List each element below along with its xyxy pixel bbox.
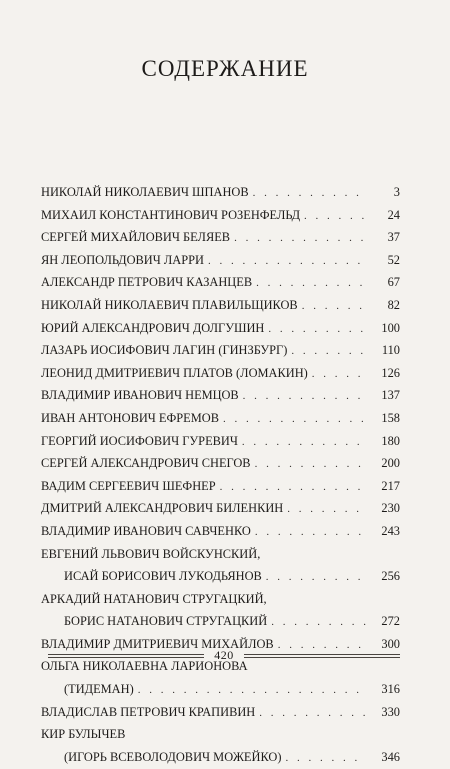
dot-leader [304, 205, 366, 228]
toc-entry-page: 230 [381, 501, 400, 516]
dot-leader [234, 227, 366, 250]
dot-leader [287, 498, 366, 521]
toc-entry [41, 497, 400, 520]
toc-entry-name: ЯН ЛЕОПОЛЬДОВИЧ ЛАРРИ [41, 252, 204, 267]
toc-entry [41, 565, 400, 588]
toc-entry [41, 181, 400, 204]
toc-entry-first-line: КИР БУЛЫЧЕВ [41, 727, 126, 742]
toc-entry-name: СЕРГЕЙ МИХАЙЛОВИЧ БЕЛЯЕВ [41, 230, 231, 245]
toc-entry-page: 200 [381, 456, 400, 471]
toc-entry-name: ЛАЗАРЬ ИОСИФОВИЧ ЛАГИН (ГИНЗБУРГ) [41, 343, 288, 358]
toc-entry-name: ГЕОРГИЙ ИОСИФОВИЧ ГУРЕВИЧ [41, 433, 238, 448]
toc-entry [41, 226, 400, 249]
toc-entry-name: ИВАН АНТОНОВИЧ ЕФРЕМОВ [41, 410, 219, 425]
toc-entry-page: 272 [381, 614, 400, 629]
toc-entry-first-line: АРКАДИЙ НАТАНОВИЧ СТРУГАЦКИЙ, [41, 591, 267, 606]
toc-entry-name: ЛЕОНИД ДМИТРИЕВИЧ ПЛАТОВ (ЛОМАКИН) [41, 365, 308, 380]
toc-entry [41, 430, 400, 453]
toc-entry [41, 746, 400, 769]
toc-entry-page: 330 [381, 704, 400, 719]
toc-entry-page: 346 [381, 749, 400, 764]
toc-entry [41, 610, 400, 633]
toc-entry-page: 243 [381, 523, 400, 538]
page-number: 420 [214, 648, 234, 662]
page-footer [48, 648, 400, 663]
toc-entry-page: 137 [381, 388, 400, 403]
dot-leader [138, 679, 366, 702]
table-of-contents [41, 181, 400, 768]
toc-entry-page: 24 [387, 207, 400, 222]
toc-entry [41, 407, 400, 430]
toc-entry-first-line: ЕВГЕНИЙ ЛЬВОВИЧ ВОЙСКУНСКИЙ, [41, 546, 261, 561]
toc-entry-page: 82 [387, 297, 400, 312]
toc-entry-name: (ИГОРЬ ВСЕВОЛОДОВИЧ МОЖЕЙКО) [64, 749, 282, 764]
dot-leader [255, 521, 366, 544]
toc-entry-name: НИКОЛАЙ НИКОЛАЕВИЧ ПЛАВИЛЬЩИКОВ [41, 297, 298, 312]
toc-entry-page: 217 [381, 478, 400, 493]
toc-entry-page: 180 [381, 433, 400, 448]
dot-leader [220, 476, 366, 499]
toc-entry-page: 256 [381, 569, 400, 584]
toc-entry-page: 316 [381, 682, 400, 697]
toc-entry-first-line: ОЛЬГА НИКОЛАЕВНА ЛАРИОНОВА [41, 659, 248, 674]
dot-leader [242, 431, 366, 454]
toc-entry [41, 362, 400, 385]
toc-entry-page: 126 [381, 365, 400, 380]
toc-entry-name: БОРИС НАТАНОВИЧ СТРУГАЦКИЙ [64, 614, 268, 629]
toc-entry-page: 300 [381, 636, 400, 651]
footer-rule-right [244, 653, 400, 659]
toc-entry [41, 271, 400, 294]
toc-entry-name: СЕРГЕЙ АЛЕКСАНДРОВИЧ СНЕГОВ [41, 456, 251, 471]
toc-entry [41, 384, 400, 407]
toc-entry-page: 110 [381, 343, 400, 358]
toc-entry-page: 37 [387, 230, 400, 245]
toc-entry [41, 452, 400, 475]
toc-entry [41, 475, 400, 498]
page-title: СОДЕРЖАНИЕ [141, 56, 309, 81]
dot-leader [259, 702, 366, 725]
toc-entry-page: 3 [393, 185, 400, 199]
dot-leader [291, 340, 366, 363]
toc-entry-page: 52 [387, 252, 400, 267]
toc-entry-name: ВАДИМ СЕРГЕЕВИЧ ШЕФНЕР [41, 478, 216, 493]
dot-leader [266, 566, 366, 589]
toc-entry-name: МИХАИЛ КОНСТАНТИНОВИЧ РОЗЕНФЕЛЬД [41, 207, 301, 222]
toc-entry-name: ВЛАДИМИР ИВАНОВИЧ НЕМЦОВ [41, 388, 239, 403]
dot-leader [255, 453, 366, 476]
dot-leader [253, 182, 366, 205]
dot-leader [256, 272, 366, 295]
dot-leader [271, 611, 366, 634]
toc-entry [41, 678, 400, 701]
toc-entry-name: ВЛАДИМИР ИВАНОВИЧ САВЧЕНКО [41, 523, 251, 538]
toc-entry [41, 339, 400, 362]
toc-entry-name: НИКОЛАЙ НИКОЛАЕВИЧ ШПАНОВ [41, 185, 249, 199]
toc-entry [41, 317, 400, 340]
toc-entry-name: ДМИТРИЙ АЛЕКСАНДРОВИЧ БИЛЕНКИН [41, 501, 284, 516]
dot-leader [302, 295, 366, 318]
toc-entry [41, 520, 400, 543]
toc-entry-page: 100 [381, 320, 400, 335]
dot-leader [223, 408, 366, 431]
toc-entry [41, 701, 400, 724]
toc-entry-name: (ТИДЕМАН) [64, 682, 134, 697]
toc-entry-name: ИСАЙ БОРИСОВИЧ ЛУКОДЬЯНОВ [64, 569, 262, 584]
footer-rule-left [48, 653, 204, 659]
toc-entry [41, 204, 400, 227]
toc-entry-name: АЛЕКСАНДР ПЕТРОВИЧ КАЗАНЦЕВ [41, 275, 253, 290]
dot-leader [312, 363, 366, 386]
toc-entry [41, 294, 400, 317]
dot-leader [268, 318, 366, 341]
toc-entry-page: 158 [381, 410, 400, 425]
toc-entry-name: ВЛАДИМИР ДМИТРИЕВИЧ МИХАЙЛОВ [41, 636, 274, 651]
toc-entry-name: ЮРИЙ АЛЕКСАНДРОВИЧ ДОЛГУШИН [41, 320, 265, 335]
dot-leader [243, 385, 366, 408]
toc-entry-name: ВЛАДИСЛАВ ПЕТРОВИЧ КРАПИВИН [41, 704, 256, 719]
toc-entry [41, 249, 400, 272]
dot-leader [208, 250, 366, 273]
dot-leader [285, 747, 366, 769]
toc-entry-page: 67 [387, 275, 400, 290]
